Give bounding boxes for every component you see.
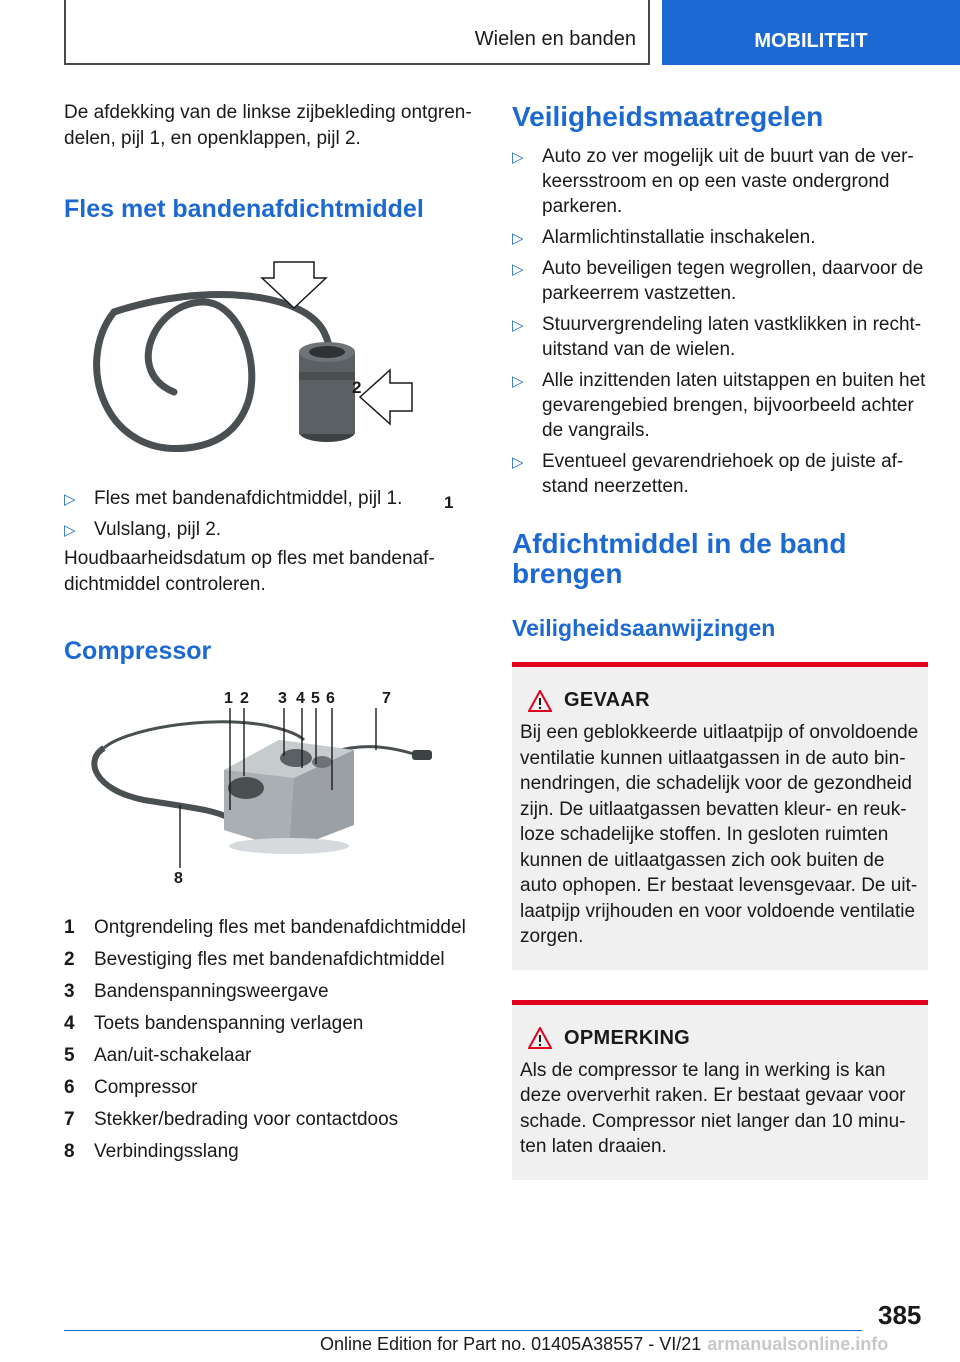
instructions-heading: Veiligheidsaanwijzingen [512, 615, 776, 641]
figure-label-4: 4 [296, 690, 305, 707]
triangle-bullet-icon: ▷ [512, 149, 524, 166]
triangle-bullet-icon: ▷ [512, 373, 524, 390]
list-item: 3 Bandenspanningsweergave [64, 981, 329, 1002]
figure-label-6: 6 [326, 690, 335, 707]
bottle-bullet-list [64, 486, 476, 542]
figure-label-7: 7 [382, 690, 391, 707]
footer-divider [64, 1330, 862, 1331]
danger-box [512, 662, 928, 970]
triangle-bullet-icon: ▷ [512, 317, 524, 334]
danger-text: Bij een geblokkeerde uitlaatpijp of onvoldoende ventilatie kunnen uitlaatgassen in de auto bin-nendringen, die schadelijk voor de gezondheid zijn. De uitlaatgassen bevatten kleur- en reuk-loze schadelijke stoffen. In gesloten ruimten kunnen de uitlaatgassen zich ook buiten de auto ophopen. Er bestaat levensgevaar. De uit-laatpijp vrijhouden en voor voldoende ventilatie zorgen. [520, 722, 919, 947]
list-item: 2 Bevestiging fles met bandenafdichtmiddel [64, 949, 445, 970]
notice-header [528, 1027, 920, 1050]
footer-edition-text: Online Edition for Part no. 01405A38557 - VI/21 [320, 1334, 702, 1354]
watermark: armanualsonline.info [707, 1334, 889, 1354]
bottle-heading: Fles met bandenafdichtmiddel [64, 195, 424, 223]
notice-box [512, 1000, 928, 1180]
triangle-bullet-icon: ▷ [512, 454, 524, 471]
list-item: ▷ Eventueel gevarendriehoek op de juiste af-stand neerzetten. [512, 451, 904, 497]
list-item: 6 Compressor [64, 1077, 198, 1098]
compressor-figure [64, 690, 476, 902]
warning-triangle-icon [528, 1027, 552, 1049]
sealant-heading: Afdichtmiddel in de band brengen [512, 528, 847, 589]
header-chapter-tab[interactable] [662, 0, 960, 65]
safety-heading: Veiligheidsmaatregelen [512, 101, 824, 132]
list-item: ▷ Vulslang, pijl 2. [64, 517, 476, 542]
header-section-title: Wielen en banden [474, 28, 636, 50]
header-chapter-label: MOBILITEIT [754, 30, 868, 52]
list-item: 8 Verbindingsslang [64, 1141, 239, 1162]
bottle-illustration [64, 242, 476, 474]
list-item: 1 Ontgrendeling fles met bandenafdichtmiddel [64, 917, 466, 938]
triangle-bullet-icon: ▷ [64, 522, 76, 539]
list-item: ▷ Fles met bandenafdichtmiddel, pijl 1. [64, 486, 476, 511]
warning-triangle-icon [528, 690, 552, 712]
figure-label-1: 1 [224, 690, 233, 707]
left-column [64, 100, 476, 1168]
list-item: 4 Toets bandenspanning verlagen [64, 1013, 364, 1034]
compressor-heading: Compressor [64, 637, 212, 665]
danger-header [528, 689, 920, 712]
triangle-bullet-icon: ▷ [512, 230, 524, 247]
intro-text: De afdekking van de linkse zijbekleding ontgren-delen, pijl 1, en openklappen, pijl 2. [64, 102, 472, 149]
list-item: ▷ Alle inzittenden laten uitstappen en buiten het gevarengebied brengen, bijvoorbeeld achter de vangrails. [512, 370, 926, 441]
list-item: ▷ Alarmlichtinstallatie inschakelen. [512, 225, 928, 250]
figure-label-2: 2 [240, 690, 249, 707]
bottle-note: Houdbaarheidsdatum op fles met bandenaf-dichtmiddel controleren. [64, 548, 435, 595]
figure-label-2: 2 [352, 378, 362, 397]
safety-bullet-list [512, 144, 928, 499]
figure-label-5: 5 [311, 690, 320, 707]
triangle-bullet-icon: ▷ [64, 491, 76, 508]
list-item: ▷ Auto zo ver mogelijk uit de buurt van de ver-keersstroom en op een vaste ondergrond parkeren. [512, 146, 914, 217]
figure-label-1: 1 [444, 493, 454, 512]
figure-label-8: 8 [174, 870, 183, 887]
list-item: ▷ Stuurvergrendeling laten vastklikken in recht-uitstand van de wielen. [512, 314, 922, 360]
right-column [512, 100, 928, 1180]
header-section-box [64, 0, 650, 65]
page-number: 385 [878, 1300, 922, 1330]
compressor-part-list [64, 912, 476, 1168]
notice-title: OPMERKING [564, 1026, 691, 1049]
list-item: 7 Stekker/bedrading voor contactdoos [64, 1109, 399, 1130]
list-item: ▷ Auto beveiligen tegen wegrollen, daarvoor de parkeerrem vastzetten. [512, 258, 924, 304]
list-item: 5 Aan/uit-schakelaar [64, 1045, 252, 1066]
danger-title: GEVAAR [564, 689, 650, 711]
notice-text: Als de compressor te lang in werking is kan deze oververhit raken. Er bestaat gevaar voor schade. Compressor niet langer dan 10 minu-ten laten draaien. [520, 1059, 906, 1157]
figure-label-3: 3 [278, 690, 287, 707]
triangle-bullet-icon: ▷ [512, 261, 524, 278]
footer-edition [320, 1334, 888, 1355]
compressor-illustration [64, 690, 476, 902]
